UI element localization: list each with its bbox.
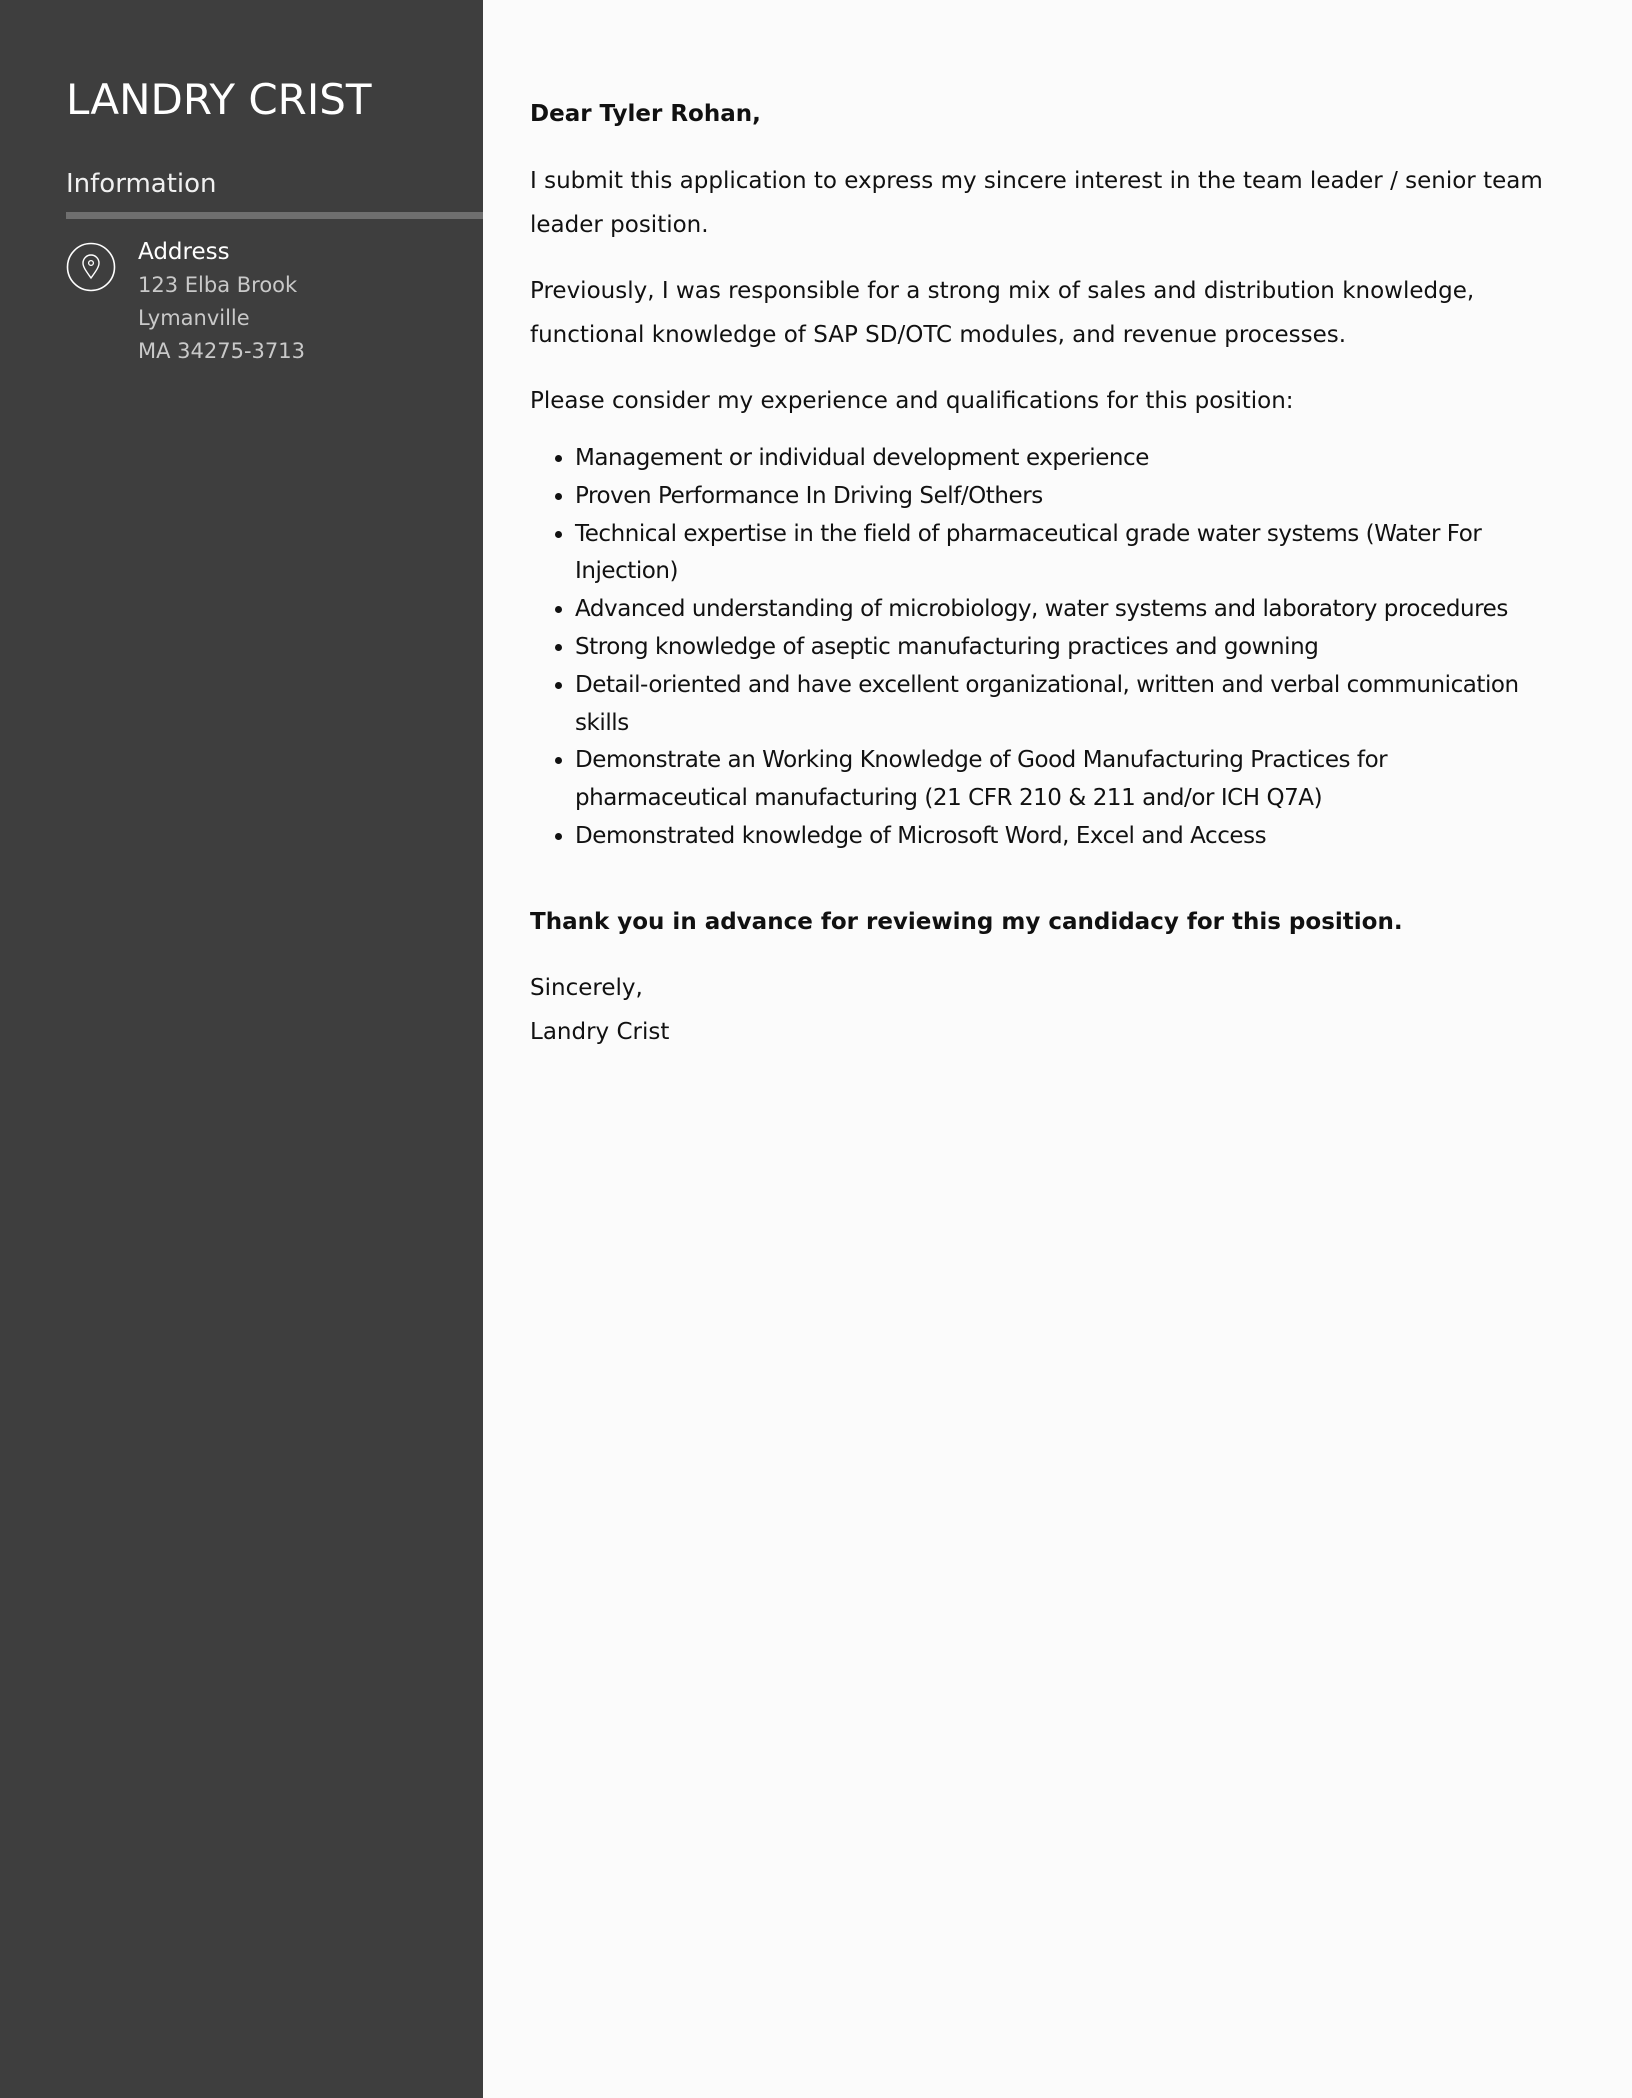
address-line-2: Lymanville <box>138 306 250 330</box>
letter-closing: Thank you in advance for reviewing my candidacy for this position. <box>530 908 1403 935</box>
qualifications-list <box>530 440 1550 856</box>
letter-intro-paragraph: I submit this application to express my sincere interest in the team leader / senior team leader position. <box>530 168 1543 238</box>
letter-greeting: Dear Tyler Rohan, <box>530 101 761 127</box>
list-item: • Demonstrate an Working Knowledge of Good Manufacturing Practices for pharmaceutical manufacturing (21 CFR 210 & 211 and/or ICH Q7A) <box>575 742 1550 818</box>
address-line-1: 123 Elba Brook <box>138 273 298 297</box>
sidebar <box>0 0 483 2098</box>
list-item: • Technical expertise in the field of pharmaceutical grade water systems (Water For Injection) <box>575 516 1550 592</box>
map-pin-icon <box>66 242 116 292</box>
letter-qualifications-intro: Please consider my experience and qualifications for this position: <box>530 388 1294 414</box>
letter-signature: Landry Crist <box>530 1018 670 1045</box>
information-section-title: Information <box>66 169 217 199</box>
cover-letter-body <box>530 92 1550 1054</box>
list-item: • Demonstrated knowledge of Microsoft Word, Excel and Access <box>575 818 1550 856</box>
list-item: • Proven Performance In Driving Self/Others <box>575 478 1550 516</box>
address-line-3: MA 34275-3713 <box>138 339 305 363</box>
applicant-name: LANDRY CRIST <box>66 75 372 124</box>
section-divider <box>66 212 483 219</box>
letter-signoff: Sincerely, <box>530 974 643 1001</box>
list-item: • Management or individual development experience <box>575 440 1550 478</box>
list-item: • Strong knowledge of aseptic manufacturing practices and gowning <box>575 629 1550 667</box>
list-item: • Advanced understanding of microbiology, water systems and laboratory procedures <box>575 591 1550 629</box>
address-label: Address <box>138 239 230 265</box>
list-item: • Detail-oriented and have excellent organizational, written and verbal communication skills <box>575 667 1550 743</box>
letter-experience-paragraph: Previously, I was responsible for a strong mix of sales and distribution knowledge, functional knowledge of SAP SD/OTC modules, and revenue processes. <box>530 278 1475 348</box>
